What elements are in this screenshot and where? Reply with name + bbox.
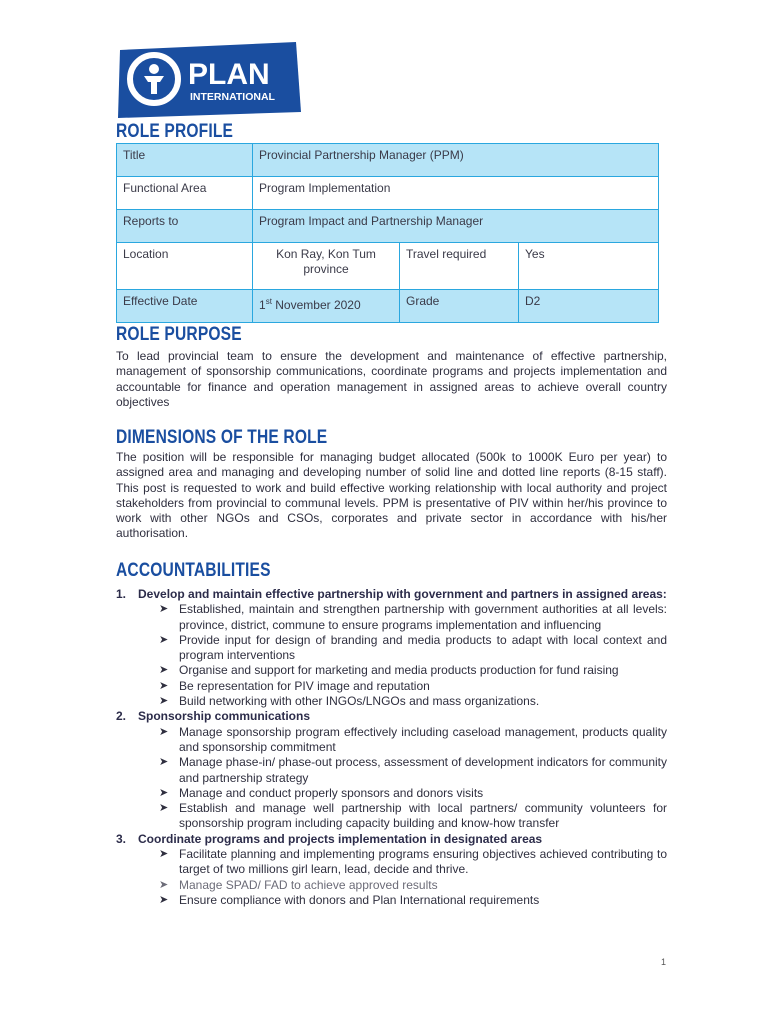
role-profile-heading: ROLE PROFILE xyxy=(116,121,234,142)
dimensions-text: The position will be responsible for managing budget allocated (500k to 1000K Euro per year) to assigned area and managing and developing number of solid line and dotted line reports (8-15 staff). This post is requested to work and build effective working relationship with local authority and project stakeholders from provincial to communal levels. PPM is presentative of PIV within her/his province to work with other NGOs and CSOs, corporates and private sector in accordance with his/her authorisation. xyxy=(116,450,667,541)
title-value: Provincial Partnership Manager (PPM) xyxy=(253,144,659,177)
list-item: ➤ Provide input for design of branding and media products to adapt with local context and program interventions xyxy=(159,632,667,663)
page-number: 1 xyxy=(661,957,667,967)
grade-label: Grade xyxy=(400,290,519,323)
list-item: ➤ Ensure compliance with donors and Plan International requirements xyxy=(159,892,540,907)
section-3-title: 3. Coordinate programs and projects implementation in designated areas xyxy=(116,831,543,846)
arrow-bullet-icon: ➤ xyxy=(159,633,169,646)
list-item: ➤ Facilitate planning and implementing programs ensuring objectives achieved contributing to target of two millions girl learn, lead, decide and thrive. xyxy=(159,847,667,877)
arrow-bullet-icon: ➤ xyxy=(159,756,169,769)
list-item: ➤ Organise and support for marketing and media products production for fund raising xyxy=(159,663,619,678)
arrow-bullet-icon: ➤ xyxy=(159,679,169,692)
reports-to-value: Program Impact and Partnership Manager xyxy=(253,210,659,243)
arrow-bullet-icon: ➤ xyxy=(159,695,169,708)
list-item: ➤ Manage SPAD/ FAD to achieve approved results xyxy=(159,877,438,892)
role-profile-table xyxy=(116,143,659,323)
arrow-bullet-icon: ➤ xyxy=(159,786,169,799)
logo-subtext: INTERNATIONAL xyxy=(190,91,275,103)
list-item: ➤ Establish and manage well partnership with local partners/ community volunteers for sponsorship program including capacity building and know-how transfer xyxy=(159,801,667,831)
grade-value: D2 xyxy=(519,290,659,323)
arrow-bullet-icon: ➤ xyxy=(159,664,169,677)
list-item: ➤ Established, maintain and strengthen partnership with government authorities at all levels: province, district, commune to ensure programs implementation and influencing xyxy=(159,602,667,632)
location-value: Kon Ray, Kon Tum province xyxy=(253,243,400,290)
arrow-bullet-icon: ➤ xyxy=(159,725,169,738)
list-item: ➤ Manage phase-in/ phase-out process, assessment of development indicators for community and partnership strategy xyxy=(159,755,667,785)
logo-text: PLAN xyxy=(188,58,270,91)
title-label: Title xyxy=(117,144,253,177)
accountabilities-heading: ACCOUNTABILITIES xyxy=(116,560,271,581)
arrow-bullet-icon: ➤ xyxy=(159,802,169,815)
table-row xyxy=(117,243,659,290)
functional-area-label: Functional Area xyxy=(117,177,253,210)
travel-value: Yes xyxy=(519,243,659,290)
effective-date-label: Effective Date xyxy=(117,290,253,323)
list-item: ➤ Be representation for PIV image and reputation xyxy=(159,678,430,693)
section-1-title: 1. Develop and maintain effective partnership with government and partners in assigned areas: xyxy=(116,587,667,601)
role-purpose-text: To lead provincial team to ensure the development and maintenance of effective partnership, management of sponsorship communications, coordinate programs and projects implementation and accountable for finance and operation management in assigned areas to achieve overall country objectives xyxy=(116,349,667,409)
table-row xyxy=(117,177,659,210)
section-2-title: 2. Sponsorship communications xyxy=(116,709,311,724)
role-purpose-heading: ROLE PURPOSE xyxy=(116,324,242,345)
accountabilities-list xyxy=(116,587,667,908)
list-item: ➤ Build networking with other INGOs/LNGOs and mass organizations. xyxy=(159,694,540,709)
arrow-bullet-icon: ➤ xyxy=(159,603,169,616)
table-row xyxy=(117,290,659,323)
effective-date-value: 1st November 2020 xyxy=(253,290,400,323)
functional-area-value: Program Implementation xyxy=(253,177,659,210)
dimensions-heading: DIMENSIONS OF THE ROLE xyxy=(116,427,328,448)
table-row xyxy=(117,144,659,177)
location-label: Location xyxy=(117,243,253,290)
plan-international-logo xyxy=(116,42,301,118)
travel-label: Travel required xyxy=(400,243,519,290)
reports-to-label: Reports to xyxy=(117,210,253,243)
arrow-bullet-icon: ➤ xyxy=(159,893,169,906)
logo-graphic xyxy=(116,42,301,118)
list-item: ➤ Manage and conduct properly sponsors and donors visits xyxy=(159,785,484,800)
list-item: ➤ Manage sponsorship program effectively including caseload management, products quality and sponsorship commitment xyxy=(159,724,667,754)
arrow-bullet-icon: ➤ xyxy=(159,878,169,891)
table-row xyxy=(117,210,659,243)
arrow-bullet-icon: ➤ xyxy=(159,848,169,861)
